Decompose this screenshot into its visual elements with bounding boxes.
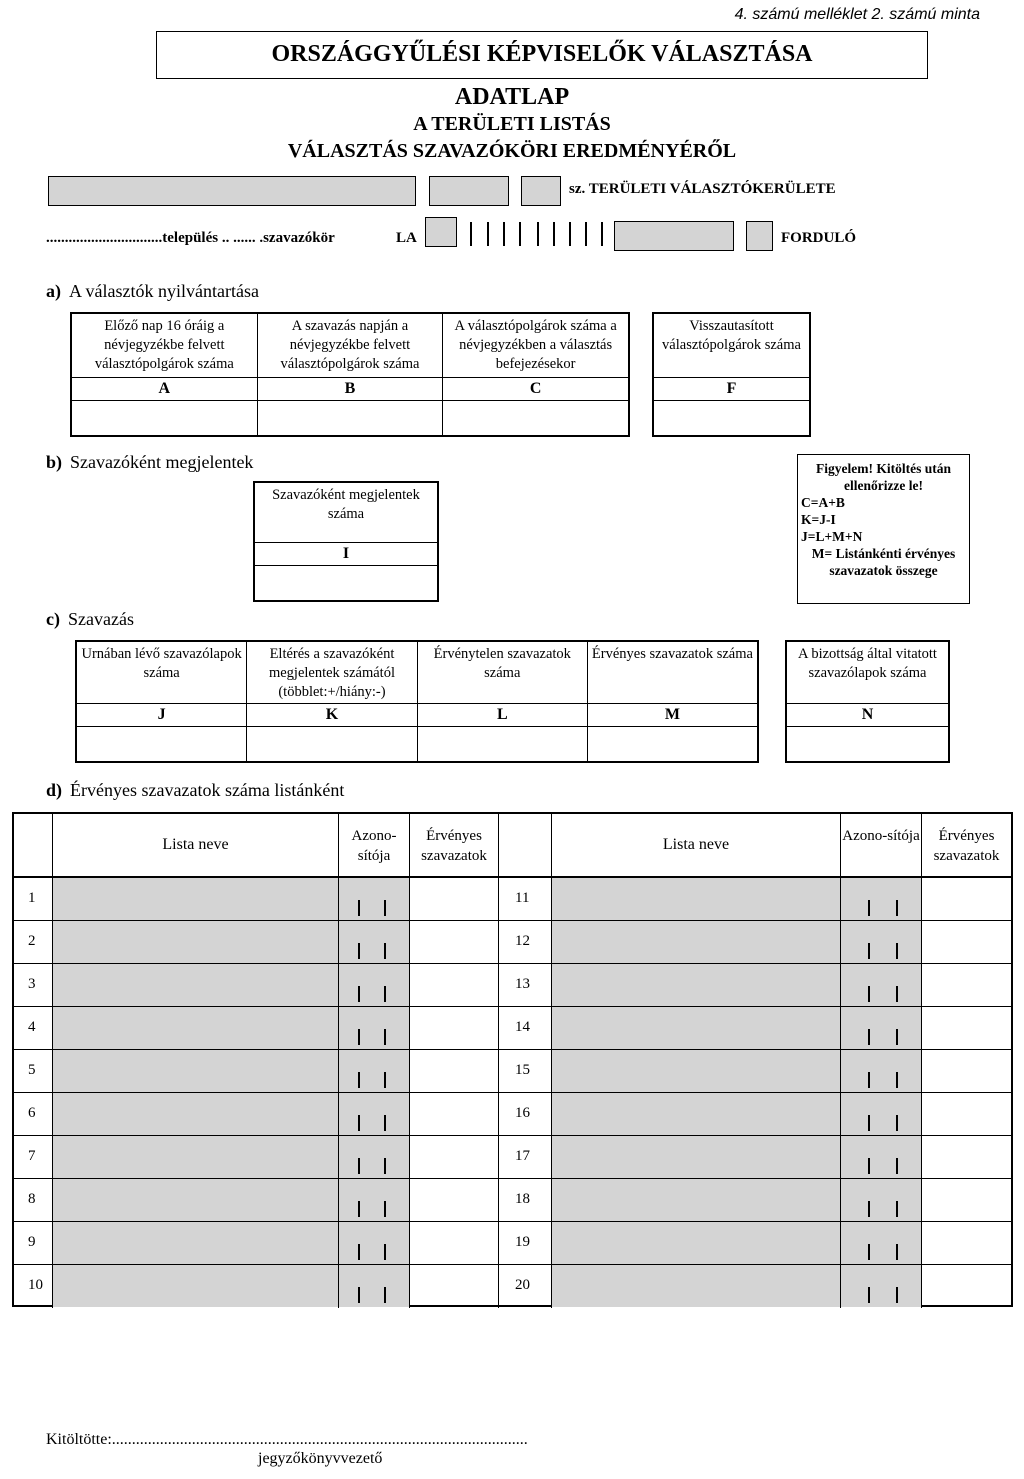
list-name-field-right[interactable] (552, 1093, 840, 1135)
district-label: sz. TERÜLETI VÁLASZTÓKERÜLETE (569, 181, 836, 197)
list-id-field-left[interactable] (339, 1007, 409, 1049)
valid-votes-field-right[interactable] (922, 1179, 1011, 1221)
filled-by-line[interactable]: Kitöltötte:........................................................................................................ (46, 1431, 528, 1448)
list-name-field-left[interactable] (53, 921, 338, 963)
list-id-field-left[interactable] (339, 1265, 409, 1307)
disputed-ballots-table (785, 640, 950, 763)
list-name-field-left[interactable] (53, 1136, 338, 1178)
value-m-field[interactable] (587, 727, 758, 763)
valid-votes-field-left[interactable] (410, 878, 498, 920)
header-m: Érvényes szavazatok száma (587, 641, 758, 704)
list-id-field-left[interactable] (339, 1222, 409, 1264)
row-number-right: 16 (515, 1105, 530, 1121)
list-id-field-right[interactable] (841, 964, 921, 1006)
list-name-field-right[interactable] (552, 1050, 840, 1092)
list-id-field-left[interactable] (339, 1093, 409, 1135)
letter-n: N (786, 704, 949, 727)
row-number-left: 1 (28, 890, 36, 906)
header-valid-left: Érvényes szavazatok (421, 828, 487, 864)
value-j-field[interactable] (76, 727, 247, 763)
list-id-field-left[interactable] (339, 921, 409, 963)
letter-a: A (71, 378, 257, 401)
letter-c: C (443, 378, 629, 401)
valid-votes-field-right[interactable] (922, 1136, 1011, 1178)
header-j: Urnában lévő szavazólapok száma (76, 641, 247, 704)
valid-votes-field-left[interactable] (410, 1222, 498, 1264)
row-number-left: 9 (28, 1234, 36, 1250)
valid-votes-field-left[interactable] (410, 1265, 498, 1307)
valid-votes-field-right[interactable] (922, 921, 1011, 963)
valid-votes-field-right[interactable] (922, 964, 1011, 1006)
list-row (14, 1093, 1011, 1136)
list-name-field-left[interactable] (53, 1050, 338, 1092)
list-id-field-right[interactable] (841, 878, 921, 920)
round-label: FORDULÓ (781, 230, 856, 246)
valid-votes-field-left[interactable] (410, 1007, 498, 1049)
list-name-field-left[interactable] (53, 1093, 338, 1135)
value-i-field[interactable] (254, 566, 438, 602)
rejected-voters-table (652, 312, 811, 437)
header-f: Visszautasított választópolgárok száma (653, 313, 810, 378)
row-number-left: 8 (28, 1191, 36, 1207)
list-row (14, 964, 1011, 1007)
row-number-left: 5 (28, 1062, 36, 1078)
valid-votes-field-right[interactable] (922, 1050, 1011, 1092)
valid-votes-field-left[interactable] (410, 1179, 498, 1221)
round-field[interactable] (746, 221, 773, 251)
list-id-field-right[interactable] (841, 1222, 921, 1264)
attendance-table (253, 481, 439, 602)
valid-votes-field-right[interactable] (922, 1222, 1011, 1264)
list-results-table (12, 812, 1013, 1307)
row-number-right: 12 (515, 933, 530, 949)
list-results-header (14, 814, 1011, 878)
list-row (14, 1265, 1011, 1308)
row-number-left: 2 (28, 933, 36, 949)
list-name-field-right[interactable] (552, 921, 840, 963)
header-i: Szavazóként megjelentek száma (254, 482, 438, 543)
list-row (14, 921, 1011, 964)
header-c: A választópolgárok száma a névjegyzékben a választás befejezésekor (443, 313, 629, 378)
row-number-right: 15 (515, 1062, 530, 1078)
row-number-right: 17 (515, 1148, 530, 1164)
valid-votes-field-left[interactable] (410, 964, 498, 1006)
valid-votes-field-right[interactable] (922, 1007, 1011, 1049)
notice-warning: Figyelem! Kitöltés után ellenőrizze le! (816, 461, 951, 493)
letter-m: M (587, 704, 758, 727)
list-id-field-left[interactable] (339, 1179, 409, 1221)
ballots-table (75, 640, 759, 763)
header-id-left: Azono-sítója (351, 828, 397, 864)
letter-k: K (247, 704, 417, 727)
list-name-field-left[interactable] (53, 878, 338, 920)
section-a-title: a) A választók nyilvántartása (46, 281, 259, 301)
la-label: LA (396, 230, 417, 246)
settlement-label: ...............................település .. ...... .szavazókör (46, 230, 335, 246)
list-id-field-left[interactable] (339, 878, 409, 920)
list-row (14, 1179, 1011, 1222)
header-n: A bizottság által vitatott szavazólapok száma (786, 641, 949, 704)
row-number-left: 6 (28, 1105, 36, 1121)
list-name-field-left[interactable] (53, 964, 338, 1006)
list-name-field-right[interactable] (552, 1222, 840, 1264)
voter-register-table (70, 312, 630, 437)
list-id-field-left[interactable] (339, 1136, 409, 1178)
valid-votes-field-left[interactable] (410, 1093, 498, 1135)
list-row (14, 1007, 1011, 1050)
header-b: A szavazás napján a névjegyzékbe felvett választópolgárok száma (257, 313, 443, 378)
row-number-right: 19 (515, 1234, 530, 1250)
value-b-field[interactable] (257, 401, 443, 437)
letter-f: F (653, 378, 810, 401)
list-row (14, 1050, 1011, 1093)
list-name-field-right[interactable] (552, 878, 840, 920)
list-id-field-right[interactable] (841, 1265, 921, 1307)
letter-l: L (417, 704, 587, 727)
signer-role: jegyzőkönyvvezető (258, 1450, 383, 1467)
list-id-field-right[interactable] (841, 921, 921, 963)
list-name-field-left[interactable] (53, 1007, 338, 1049)
list-name-field-left[interactable] (53, 1222, 338, 1264)
valid-votes-field-right[interactable] (922, 878, 1011, 920)
la-code-box[interactable] (425, 217, 457, 247)
list-name-field-right[interactable] (552, 1007, 840, 1049)
letter-b: B (257, 378, 443, 401)
valid-votes-field-right[interactable] (922, 1265, 1011, 1307)
valid-votes-field-right[interactable] (922, 1093, 1011, 1135)
valid-votes-field-left[interactable] (410, 921, 498, 963)
row-number-right: 11 (515, 890, 530, 906)
valid-votes-field-left[interactable] (410, 1136, 498, 1178)
list-id-field-right[interactable] (841, 1136, 921, 1178)
list-row (14, 1136, 1011, 1179)
notice-rule-m: M= Listánkénti érvényes szavazatok összege (811, 546, 956, 578)
row-number-left: 4 (28, 1019, 36, 1035)
row-number-right: 14 (515, 1019, 530, 1035)
valid-votes-field-left[interactable] (410, 1050, 498, 1092)
row-number-right: 13 (515, 976, 530, 992)
form-title: ADATLAP (454, 84, 570, 110)
list-name-field-left[interactable] (53, 1179, 338, 1221)
district-name-field[interactable] (429, 176, 509, 206)
check-notice (797, 454, 970, 604)
row-number-left: 3 (28, 976, 36, 992)
notice-rule-j: J=L+M+N (801, 529, 863, 544)
list-id-field-right[interactable] (841, 1050, 921, 1092)
header-list-name-right: Lista neve (662, 836, 730, 853)
annex-label: 4. számú melléklet 2. számú minta (734, 6, 980, 23)
section-d-title: d) Érvényes szavazatok száma listánként (46, 780, 345, 800)
row-number-right: 18 (515, 1191, 530, 1207)
header-a: Előző nap 16 óráig a névjegyzékbe felvett választópolgárok száma (71, 313, 257, 378)
value-c-field[interactable] (443, 401, 629, 437)
header-l: Érvénytelen szavazatok száma (417, 641, 587, 704)
list-name-field-right[interactable] (552, 1265, 840, 1307)
header-valid-right: Érvényes szavazatok (933, 828, 1000, 864)
list-id-field-right[interactable] (841, 1093, 921, 1135)
row-number-left: 10 (28, 1277, 43, 1293)
header-list-name-left: Lista neve (162, 836, 229, 853)
list-id-field-left[interactable] (339, 1050, 409, 1092)
district-number-field[interactable] (521, 176, 561, 206)
page-title: ORSZÁGGYŰLÉSI KÉPVISELŐK VÁLASZTÁSA (156, 31, 928, 79)
letter-i: I (254, 543, 438, 566)
list-row (14, 1222, 1011, 1265)
letter-j: J (76, 704, 247, 727)
county-field[interactable] (48, 176, 416, 206)
value-n-field[interactable] (786, 727, 949, 763)
value-l-field[interactable] (417, 727, 587, 763)
list-id-field-right[interactable] (841, 1179, 921, 1221)
value-f-field[interactable] (653, 401, 810, 437)
list-name-field-right[interactable] (552, 1136, 840, 1178)
notice-rule-c: C=A+B (801, 495, 845, 510)
row-number-left: 7 (28, 1148, 36, 1164)
date-field[interactable] (614, 221, 734, 251)
value-k-field[interactable] (247, 727, 417, 763)
list-name-field-left[interactable] (53, 1265, 338, 1307)
section-c-title: c) Szavazás (46, 609, 134, 629)
notice-rule-k: K=J-I (801, 512, 836, 527)
form-subtitle-1: A TERÜLETI LISTÁS (413, 113, 611, 135)
section-b-title: b) Szavazóként megjelentek (46, 452, 254, 472)
list-id-field-left[interactable] (339, 964, 409, 1006)
header-k: Eltérés a szavazóként megjelentek számától (többlet:+/hiány:-) (247, 641, 417, 704)
row-number-right: 20 (515, 1277, 530, 1293)
list-row (14, 878, 1011, 921)
la-code-ticks[interactable] (467, 222, 607, 250)
header-id-right: Azono-sítója (842, 828, 920, 844)
value-a-field[interactable] (71, 401, 257, 437)
list-name-field-right[interactable] (552, 964, 840, 1006)
list-name-field-right[interactable] (552, 1179, 840, 1221)
list-id-field-right[interactable] (841, 1007, 921, 1049)
form-subtitle-2: VÁLASZTÁS SZAVAZÓKÖRI EREDMÉNYÉRŐL (287, 140, 737, 162)
